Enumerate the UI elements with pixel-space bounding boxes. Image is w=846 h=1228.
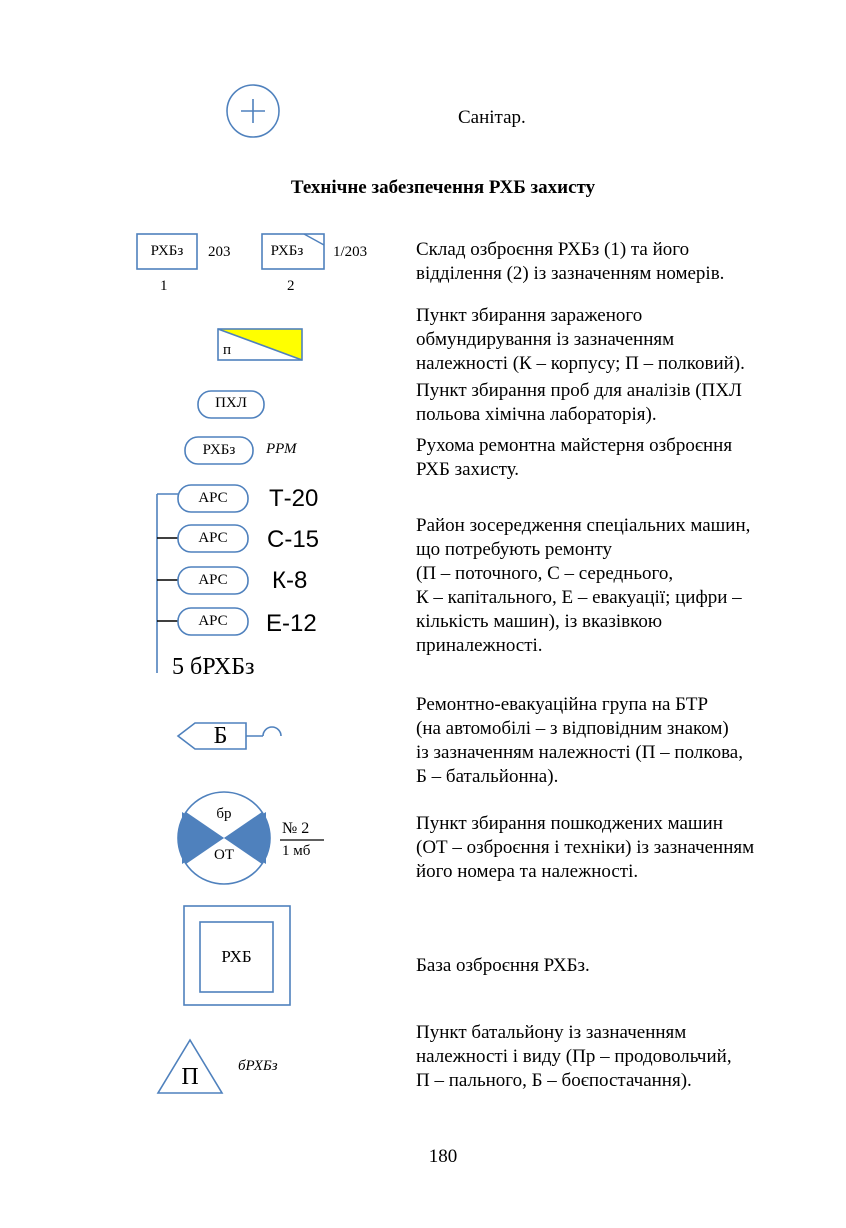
- weapons-box-1-number: 203: [208, 244, 231, 260]
- special-vehicle-code-3: К-8: [272, 567, 308, 594]
- medic-icon: [227, 85, 279, 137]
- damaged-vehicles-unit: 1 мб: [282, 843, 311, 859]
- damaged-vehicles-bottom-label: ОТ: [214, 847, 234, 863]
- weapons-box-2-index: 2: [287, 278, 295, 294]
- base-label: РХБ: [221, 947, 252, 966]
- damaged-vehicles-number: № 2: [282, 820, 310, 837]
- page-number: 180: [428, 1146, 458, 1167]
- medic-description: Санітар.: [458, 107, 526, 128]
- weapons-box-1-label: РХБз: [150, 243, 184, 259]
- repair-shop-label: РХБз: [202, 442, 236, 458]
- special-vehicle-label-2: АРС: [198, 530, 228, 546]
- special-vehicle-label-3: АРС: [198, 572, 228, 588]
- battalion-point-unit: бРХБз: [238, 1058, 278, 1074]
- samples-description: Пункт збирання проб для аналізів (ПХЛ польова хімічна лабораторія).: [416, 380, 742, 425]
- special-vehicle-code-1: Т-20: [269, 485, 319, 512]
- base-description: База озброєння РХБз.: [416, 955, 590, 976]
- special-vehicle-label-4: АРС: [198, 613, 228, 629]
- special-vehicle-label-1: АРС: [198, 490, 228, 506]
- damaged-vehicles-icon: [178, 792, 324, 884]
- damaged-vehicles-top-label: бр: [216, 806, 232, 822]
- weapons-box-2-label: РХБз: [270, 243, 304, 259]
- repair-shop-description: Рухома ремонтна майстерня озброєння РХБ захисту.: [416, 435, 733, 480]
- contaminated-clothing-label: п: [223, 342, 232, 358]
- weapons-box-1-index: 1: [160, 278, 168, 294]
- special-vehicles-unit: 5 бРХБз: [172, 654, 255, 680]
- battalion-point-label: П: [181, 1064, 199, 1090]
- samples-point-label: ПХЛ: [215, 395, 247, 411]
- weapons-box-2-number: 1/203: [333, 244, 368, 260]
- special-vehicle-code-4: Е-12: [266, 610, 317, 637]
- evac-group-label: Б: [213, 723, 228, 749]
- battalion-point-description: Пункт батальйону із зазначенням належності і виду (Пр – продовольчий, П – пального, Б – боєпостачання).: [416, 1022, 732, 1091]
- contaminated-clothing-description: Пункт збирання зараженого обмундирування із зазначенням належності (К – корпусу; П – полковий).: [416, 305, 745, 374]
- special-vehicles-description: Район зосередження спеціальних машин, що потребують ремонту (П – поточного, С – середнього, К – капітального, Е – евакуації; цифри – кількість машин), із вказівкою приналежності.: [416, 515, 751, 656]
- special-vehicle-code-2: С-15: [267, 526, 320, 553]
- repair-shop-tag: РРМ: [266, 441, 297, 457]
- damaged-vehicles-description: Пункт збирання пошкоджених машин (ОТ – озброєння і техніки) із зазначенням його номера та належності.: [416, 813, 755, 882]
- weapons-description: Склад озброєння РХБз (1) та його відділення (2) із зазначенням номерів.: [416, 239, 725, 284]
- evac-group-description: Ремонтно-евакуаційна група на БТР (на автомобілі – з відповідним знаком) із зазначенням належності (П – полкова, Б – батальйонна).: [416, 694, 743, 787]
- special-vehicles-bracket: [157, 494, 178, 673]
- section-title: Технічне забезпечення РХБ захисту: [290, 177, 596, 198]
